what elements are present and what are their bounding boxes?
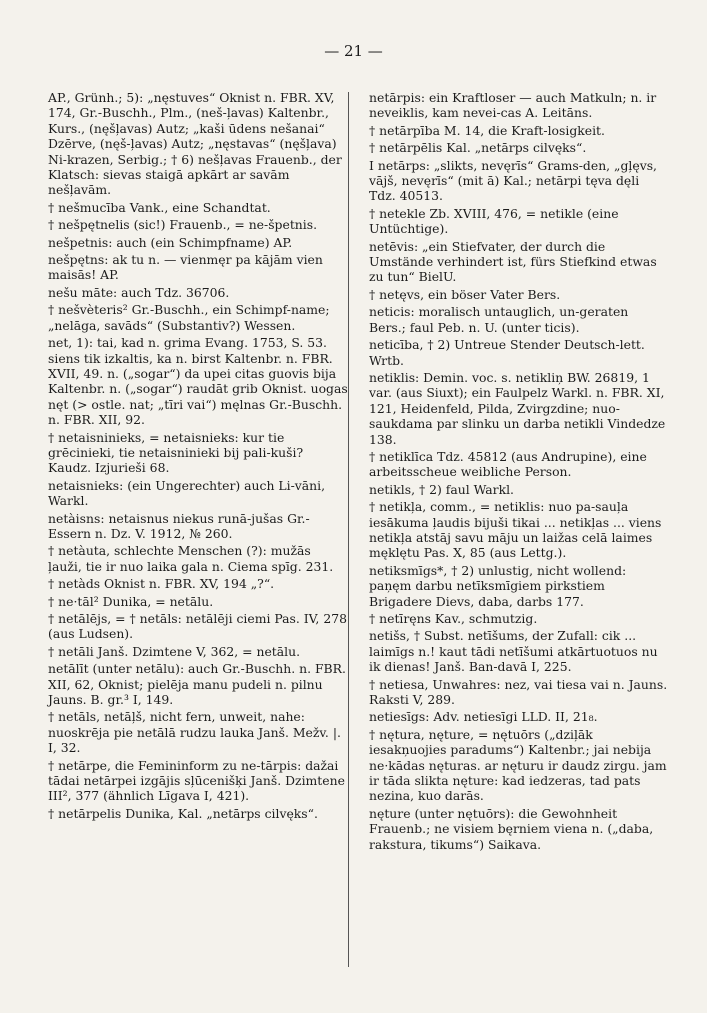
dictionary-entry: † netekle Zb. XVIII, 476, = netikle (eine Untüchtige). (369, 205, 619, 237)
dictionary-entry: † netęvs, ein böser Vater Bers. (369, 286, 561, 302)
dictionary-entry: netišs, † Subst. netīšums, der Zufall: cik ... laimīgs n.! kaut tādi netīšumi atkārtuotuos nu ik dienas! Janš. Ban-davā I, 225. (369, 628, 658, 675)
dictionary-entry: netiklis: Demin. voc. s. netikliņ BW. 26819, 1 var. (aus Siuxt); ein Faulpelz Warkl. n. FBR. XI, 121, Heidenfeld, Pilda, Zvirgzdine; nuo-saukdama par slinku un darba netikli Vindedze 138. (369, 369, 666, 447)
dictionary-entry: † netàuta, schlechte Menschen (?): mužās ļauži, tie ir nuo laika gala n. Ciema spīg. 231. (48, 543, 334, 574)
dictionary-entry: † netāli Janš. Dzimtene V, 362, = netālu. (48, 643, 301, 659)
dictionary-entry: netikls, † 2) faul Warkl. (369, 481, 514, 497)
dictionary-entry: † netiklīca Tdz. 45812 (aus Andrupine), eine arbeitsscheue weibliche Person. (369, 448, 647, 480)
dictionary-entry: net, 1): tai, kad n. grima Evang. 1753, S. 53. siens tik izkaltis, ka n. birst Kaltenbr. n. FBR. XVII, 49. n. („sogar“) da upei citas guovis bija Kaltenbr. n. („sogar“) raudāt grib Oknist. uogas nęt (> ostle. nat; „tīri vai“) męlnas Gr.-Buschh. n. FBR. XII, 92. (48, 335, 348, 428)
dictionary-entry: netaisnieks: (ein Ungerechter) auch Li-vāni, Warkl. (48, 477, 326, 509)
dictionary-entry: † netāls, netāļš, nicht fern, unweit, nahe: nuoskrēja pie netālā rudzu lauka Janš. Mežv. |. I, 32. (48, 709, 341, 756)
dictionary-entry: † nešmucība Vank., eine Schandtat. (48, 199, 271, 215)
dictionary-entry: † netaisninieks, = netaisnieks: kur tie grēcinieki, tie netaisninieki bij pali-kuši? Kaudz. Izjurieši 68. (48, 429, 304, 476)
dictionary-entry: † netiesa, Unwahres: nez, vai tiesa vai n. Jauns. Raksti V, 289. (369, 676, 668, 708)
dictionary-entry: † netārpe, die Femininform zu ne-tārpis: dažai tādai netārpei izgājis sļūcenišķi Janš. Dzimtene III², 377 (ähnlich Līgava I, 421). (48, 757, 345, 804)
dictionary-entry: netiksmīgs*, † 2) unlustig, nicht wollend: paņęm darbu netīksmīgiem pirkstiem Brigadere Dievs, daba, darbs 177. (369, 562, 627, 609)
dictionary-entry: † netālējs, = † netāls: netālēji ciemi Pas. IV, 278 (aus Ludsen). (48, 611, 347, 642)
dictionary-entry: † netikļa, comm., = netiklis: nuo pa-sauļa iesākuma ļaudis bijuši tikai ... netikļas ... viens netikļa atstāj savu māju un laižas celā laimes męklętu Pas. X, 85 (aus Lettg.). (369, 499, 662, 561)
right-column (369, 90, 669, 854)
dictionary-entry: nešpetnis: auch (ein Schimpfname) AP. (48, 234, 293, 250)
dictionary-entry: netārpis: ein Kraftloser — auch Matkuln; n. ir neveiklis, kam nevei-cas A. Leitāns. (369, 90, 657, 121)
dictionary-entry: I netārps: „slikts, nevęrīs“ Grams-den, „gļęvs, vājš, nevęrīs“ (mit ā) Kal.; netārpi tęva dęli Tdz. 40513. (369, 157, 657, 204)
dictionary-entry: † ne·tāl² Dunika, = netālu. (48, 593, 214, 609)
dictionary-entry: † netàds Oknist n. FBR. XV, 194 „?“. (48, 576, 275, 592)
dictionary-entry: netēvis: „ein Stiefvater, der durch die Umstände verhindert ist, fürs Stiefkind etwas zu tun“ BielU. (369, 238, 657, 285)
dictionary-entry: neticība, † 2) Untreue Stender Deutsch-lett. Wrtb. (369, 337, 645, 368)
column-divider (348, 92, 349, 967)
left-column (48, 90, 348, 823)
dictionary-entry: netālīt (unter netālu): auch Gr.-Buschh. n. FBR. XII, 62, Oknist; pielēja manu pudeli n. pilnu Jauns. B. gr.³ I, 149. (48, 661, 346, 708)
dictionary-entry: nešu māte: auch Tdz. 36706. (48, 284, 230, 300)
dictionary-entry: nęture (unter nętuōrs): die Gewohnheit Frauenb.; ne visiem bęrniem viena n. („daba, rakstura, tikums“) Saikava. (369, 805, 654, 852)
page-number: — 21 — (324, 42, 383, 60)
dictionary-entry: † netārpelis Dunika, Kal. „netārps cilvęks“. (48, 805, 318, 821)
dictionary-entry: † nešvèteris² Gr.-Buschh., ein Schimpf-name; „nelāga, savāds“ (Substantiv?) Wessen. (48, 302, 330, 333)
dictionary-entry: † netārpēlis Kal. „netārps cilvęks“. (369, 140, 587, 156)
dictionary-entry: netiesīgs: Adv. netiesīgi LLD. II, 21₈. (369, 709, 598, 725)
dictionary-entry: † nętura, nęture, = nętuōrs („dziļāk iesakņuojies paradums“) Kaltenbr.; jai nebija ne·kādas nęturas. ar nęturu ir daudz zirgu. jam ir tāda slikta nęture: kad iedzeras, tad pats nezina, kuo darās. (369, 726, 667, 804)
dictionary-entry: † netīręns Kav., schmutzig. (369, 611, 538, 626)
dictionary-entry: † netārpība M. 14, die Kraft-losigkeit. (369, 122, 605, 138)
dictionary-entry: neticis: moralisch untauglich, un-geraten Bers.; faul Peb. n. U. (unter ticis). (369, 304, 629, 335)
dictionary-entry: netàisns: netaisnus niekus runā-jušas Gr.-Essern n. Dz. V. 1912, № 260. (48, 510, 310, 541)
dictionary-entry: nešpętns: ak tu n. — vienmęr pa kājām vien maisās! AP. (48, 252, 323, 283)
dictionary-entry: † nešpętnelis (sic!) Frauenb., = ne-špetnis. (48, 217, 318, 233)
dictionary-entry: AP., Grünh.; 5): „nęstuves“ Oknist n. FBR. XV, 174, Gr.-Buschh., Plm., (neš-ļavas) Kaltenbr., Kurs., (nęšļavas) Autz; „kaši ūdens nešanai“ Dzērve, (nęš-ļavas) Autz; „nęstavas“ (nęšļava) Ni-krazen, Serbig.; † 6) nešļavas Frauenb., der Klatsch: sievas staigā apkārt ar savām nešļavām. (48, 90, 342, 198)
